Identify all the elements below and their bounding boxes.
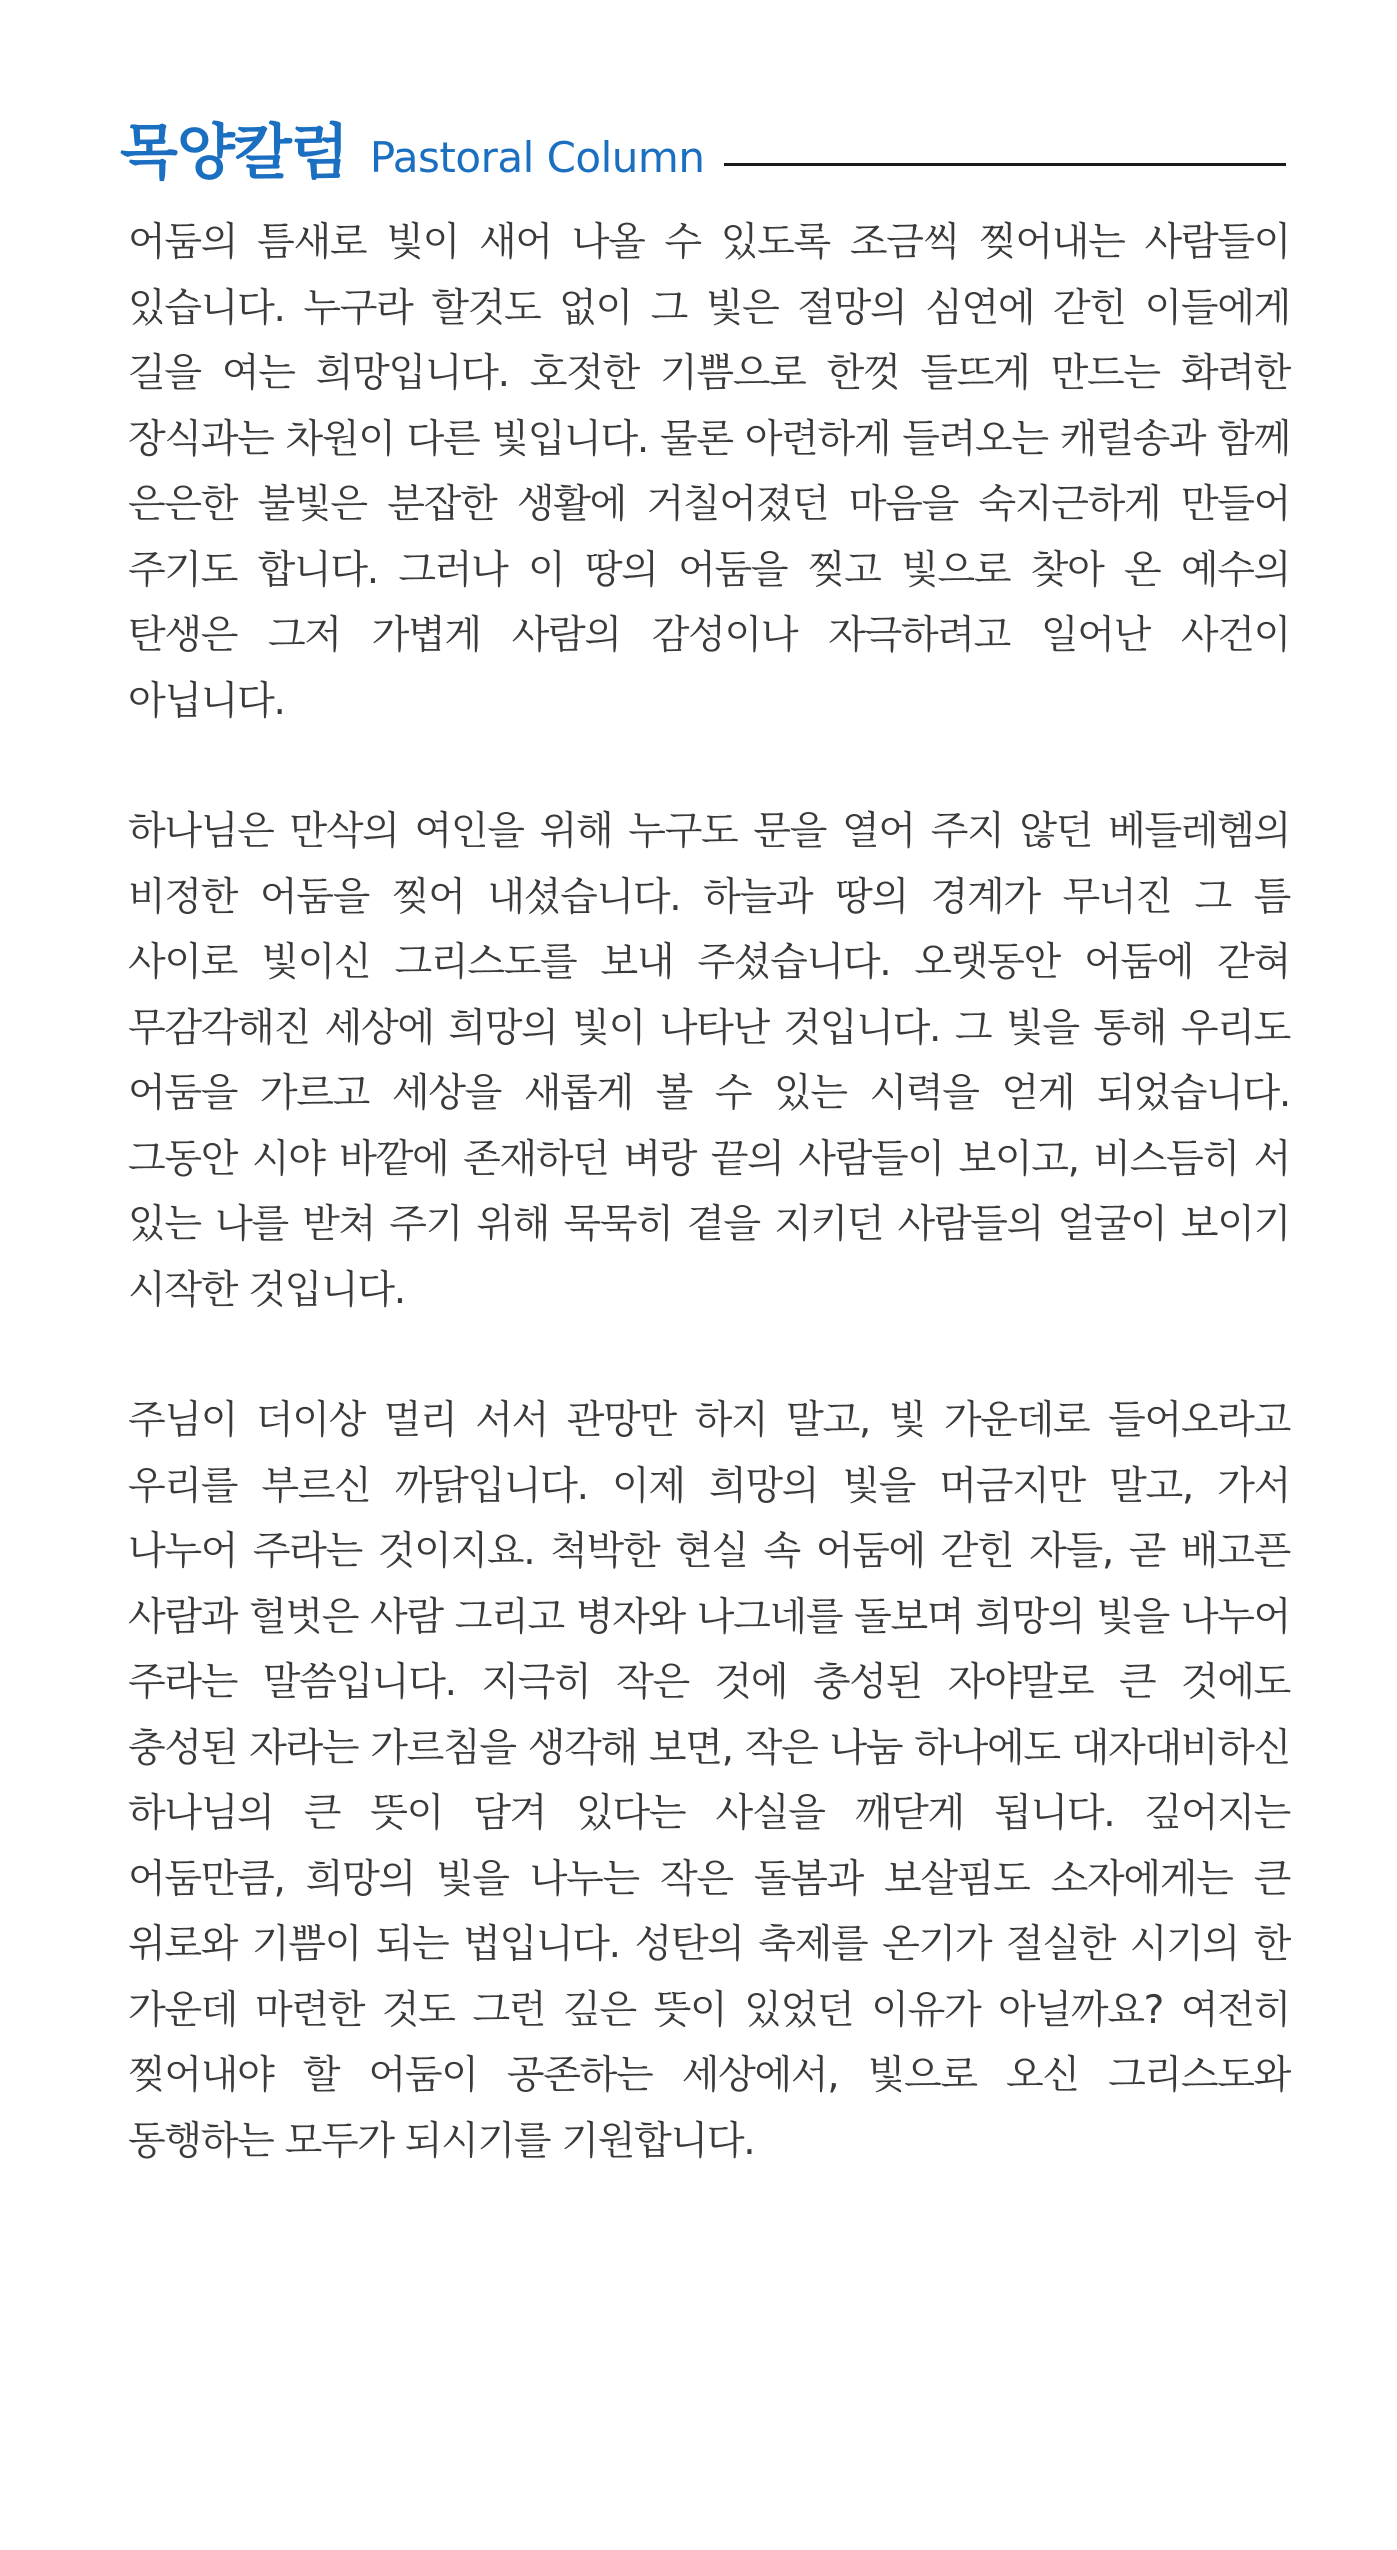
column-title: 목양칼럼 xyxy=(120,118,348,188)
article-paragraph-3: 주님이 더이상 멀리 서서 관망만 하지 말고, 빛 가운데로 들어오라고 우리를 부르신 까닭입니다. 이제 희망의 빛을 머금지만 말고, 가서 나누어 주라는 것이지요. 척박한 현실 속 어둠에 갇힌 자들, 곧 배고픈 사람과 헐벗은 사람 그리고 병자와 나그네를 돌보며 희망의 빛을 나누어 주라는 말씀입니다. 지극히 작은 것에 충성된 자야말로 큰 것에도 충성된 자라는 가르침을 생각해 보면, 작은 나눔 하나에도 대자대비하신 하나님의 큰 뜻이 담겨 있다는 사실을 깨닫게 됩니다. 깊어지는 어둠만큼, 희망의 빛을 나누는 작은 돌봄과 보살핌도 소자에게는 큰 위로와 기쁨이 되는 법입니다. 성탄의 축제를 온기가 절실한 시기의 한 가운데 마련한 것도 그런 깊은 뜻이 있었던 이유가 아닐까요? 여전히 찢어내야 할 어둠이 공존하는 세상에서, 빛으로 오신 그리스도와 동행하는 모두가 되시기를 기원합니다. xyxy=(128,1398,1290,2164)
article-paragraph-1: 어둠의 틈새로 빛이 새어 나올 수 있도록 조금씩 찢어내는 사람들이 있습니다. 누구라 할것도 없이 그 빛은 절망의 심연에 갇힌 이들에게 길을 여는 희망입니다. 호젓한 기쁨으로 한껏 들뜨게 만드는 화려한 장식과는 차원이 다른 빛입니다. 물론 아련하게 들려오는 캐럴송과 함께 은은한 불빛은 분잡한 생활에 거칠어졌던 마음을 숙지근하게 만들어 주기도 합니다. 그러나 이 땅의 어둠을 찢고 빛으로 찾아 온 예수의 탄생은 그저 가볍게 사람의 감성이나 자극하려고 일어난 사건이 아닙니다. xyxy=(128,220,1290,724)
column-subtitle: Pastoral Column xyxy=(369,133,705,182)
article-paragraph-2: 하나님은 만삭의 여인을 위해 누구도 문을 열어 주지 않던 베들레헴의 비정한 어둠을 찢어 내셨습니다. 하늘과 땅의 경계가 무너진 그 틈 사이로 빛이신 그리스도를 보내 주셨습니다. 오랫동안 어둠에 갇혀 무감각해진 세상에 희망의 빛이 나타난 것입니다. 그 빛을 통해 우리도 어둠을 가르고 세상을 새롭게 볼 수 있는 시력을 얻게 되었습니다. 그동안 시야 바깥에 존재하던 벼랑 끝의 사람들이 보이고, 비스듬히 서 있는 나를 받쳐 주기 위해 묵묵히 곁을 지키던 사람들의 얼굴이 보이기 시작한 것입니다. xyxy=(128,809,1290,1313)
article-body xyxy=(128,210,1290,2174)
header-divider xyxy=(724,163,1286,166)
column-header xyxy=(120,108,1286,188)
